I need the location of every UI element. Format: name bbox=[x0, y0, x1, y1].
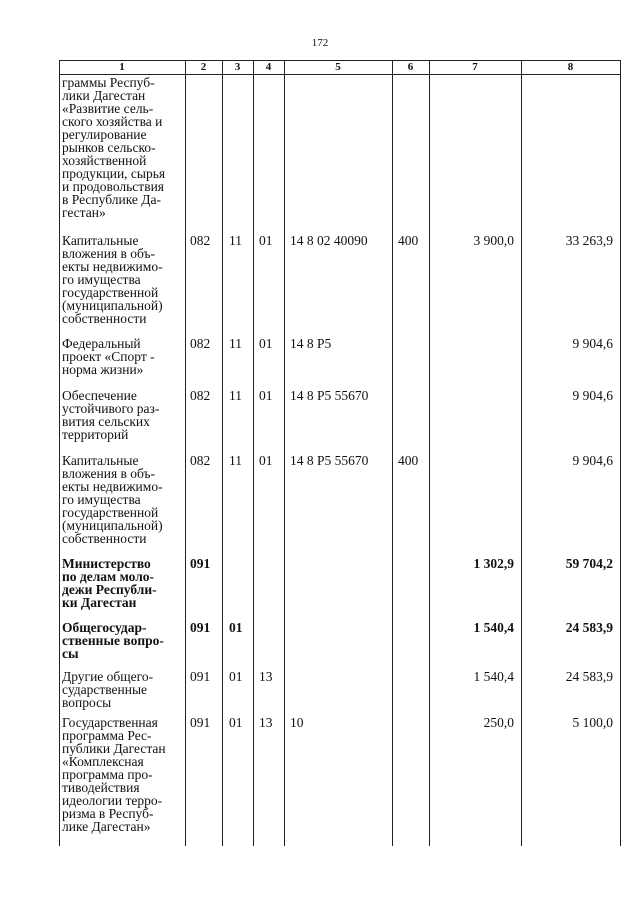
amount-col-8: 33 263,9 bbox=[565, 233, 613, 248]
row-label: граммы Респуб- лики Дагестан «Развитие сель- ского хозяйства и регулирование рынков сельско- хозяйственной продукции, сырья и продовольствия в Республике Да- гестан» bbox=[62, 75, 166, 220]
column-rule bbox=[521, 60, 522, 846]
code-section: 11 bbox=[229, 336, 242, 351]
code-ministry: 091 bbox=[190, 556, 211, 571]
row-label: Обеспечение устойчивого раз- вития сельских территорий bbox=[62, 388, 160, 442]
code-subsection: 13 bbox=[259, 715, 273, 730]
row-label: Капитальные вложения в объ- екты недвижимо- го имущества государственной (муниципальной) собственности bbox=[62, 453, 163, 546]
code-target: 14 8 Р5 55670 bbox=[290, 453, 369, 468]
header-col-5: 5 bbox=[335, 61, 341, 73]
amount-col-7: 250,0 bbox=[483, 715, 514, 730]
code-ministry: 091 bbox=[190, 715, 211, 730]
amount-col-7: 1 302,9 bbox=[473, 556, 514, 571]
code-target: 10 bbox=[290, 715, 304, 730]
code-expense-type: 400 bbox=[398, 233, 419, 248]
column-rule bbox=[392, 60, 393, 846]
code-section: 11 bbox=[229, 388, 242, 403]
header-col-7: 7 bbox=[472, 61, 478, 73]
amount-col-8: 9 904,6 bbox=[572, 453, 613, 468]
column-rule bbox=[59, 60, 60, 846]
column-rule bbox=[620, 60, 621, 846]
code-target: 14 8 02 40090 bbox=[290, 233, 368, 248]
code-target: 14 8 Р5 bbox=[290, 336, 332, 351]
row-label: Другие общего- сударственные вопросы bbox=[62, 669, 154, 710]
amount-col-7: 1 540,4 bbox=[473, 620, 514, 635]
amount-col-8: 9 904,6 bbox=[572, 388, 613, 403]
amount-col-8: 24 583,9 bbox=[565, 669, 613, 684]
amount-col-7: 1 540,4 bbox=[473, 669, 514, 684]
code-subsection: 01 bbox=[259, 388, 273, 403]
code-ministry: 082 bbox=[190, 233, 211, 248]
code-ministry: 091 bbox=[190, 620, 211, 635]
amount-col-8: 5 100,0 bbox=[572, 715, 613, 730]
column-rule bbox=[253, 60, 254, 846]
code-subsection: 01 bbox=[259, 233, 273, 248]
header-col-1: 1 bbox=[119, 61, 125, 73]
header-col-4: 4 bbox=[265, 61, 272, 73]
row-label: Капитальные вложения в объ- екты недвижимо- го имущества государственной (муниципальной) собственности bbox=[62, 233, 163, 326]
amount-col-8: 9 904,6 bbox=[572, 336, 613, 351]
code-target: 14 8 Р5 55670 bbox=[290, 388, 369, 403]
amount-col-7: 3 900,0 bbox=[473, 233, 514, 248]
code-subsection: 13 bbox=[259, 669, 273, 684]
column-rule bbox=[429, 60, 430, 846]
code-section: 01 bbox=[229, 715, 243, 730]
header-col-6: 6 bbox=[407, 61, 414, 73]
code-subsection: 01 bbox=[259, 453, 273, 468]
column-rule bbox=[222, 60, 223, 846]
code-expense-type: 400 bbox=[398, 453, 419, 468]
code-section: 11 bbox=[229, 233, 242, 248]
code-section: 11 bbox=[229, 453, 242, 468]
code-ministry: 082 bbox=[190, 388, 211, 403]
column-rule bbox=[284, 60, 285, 846]
column-rule bbox=[185, 60, 186, 846]
page-number: 172 bbox=[311, 37, 329, 49]
code-ministry: 082 bbox=[190, 453, 211, 468]
row-label: Министерство по делам моло- дежи Республи- ки Дагестан bbox=[62, 556, 157, 610]
header-col-2: 2 bbox=[200, 61, 207, 73]
row-label: Государственная программа Рес- публики Дагестан «Комплексная программа про- тиводействия идеологии терро- ризма в Респуб- лике Дагестан» bbox=[62, 715, 166, 834]
header-col-8: 8 bbox=[567, 61, 574, 73]
code-subsection: 01 bbox=[259, 336, 273, 351]
code-ministry: 091 bbox=[190, 669, 211, 684]
amount-col-8: 59 704,2 bbox=[565, 556, 613, 571]
code-section: 01 bbox=[229, 669, 243, 684]
code-ministry: 082 bbox=[190, 336, 211, 351]
row-label: Общегосудар- ственные вопро- сы bbox=[62, 620, 164, 661]
header-col-3: 3 bbox=[234, 61, 241, 73]
row-label: Федеральный проект «Спорт - норма жизни» bbox=[62, 336, 155, 377]
code-section: 01 bbox=[229, 620, 243, 635]
amount-col-8: 24 583,9 bbox=[565, 620, 613, 635]
